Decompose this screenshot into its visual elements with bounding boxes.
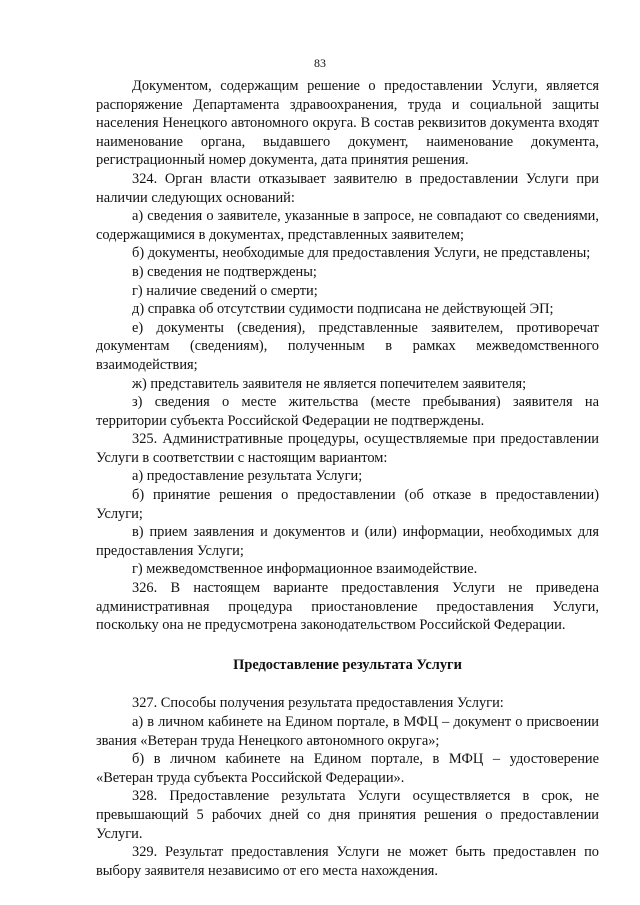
paragraph-328: 328. Предоставление результата Услуги осуществляется в срок, не превышающий 5 рабочих дней со дня принятия решения о предоставлении Услуги. xyxy=(96,788,599,842)
list-item-324-g: г) наличие сведений о смерти; xyxy=(132,282,318,299)
list-item-324-e: е) документы (сведения), представленные заявителем, противоречат документам (сведениям), полученным в рамках межведомственного взаимодействия; xyxy=(96,319,599,373)
list-item-325-b: б) принятие решения о предоставлении (об отказе в предоставлении) Услуги; xyxy=(96,487,599,522)
list-item-325-g: г) межведомственное информационное взаимодействие. xyxy=(132,561,478,578)
list-item-324-b: б) документы, необходимые для предоставления Услуги, не представлены; xyxy=(132,245,591,262)
page-number: 83 xyxy=(314,56,326,70)
list-item-327-b: б) в личном кабинете на Едином портале, в МФЦ – удостоверение «Ветеран труда субъекта Российской Федерации». xyxy=(96,751,599,786)
section-heading: Предоставление результата Услуги xyxy=(233,656,462,673)
paragraph-329: 329. Результат предоставления Услуги не может быть предоставлен по выбору заявителя независимо от его места нахождения. xyxy=(96,844,599,879)
document-body xyxy=(96,77,599,880)
paragraph-decision-document: Документом, содержащим решение о предоставлении Услуги, является распоряжение Департамента здравоохранения, труда и социальной защиты населения Ненецкого автономного округа. В состав реквизитов документа входят наименование органа, выдавшего документ, наименование документа, регистрационный номер документа, дата принятия решения. xyxy=(96,78,599,169)
paragraph-327: 327. Способы получения результата предоставления Услуги: xyxy=(132,695,504,712)
list-item-324-a: а) сведения о заявителе, указанные в запросе, не совпадают со сведениями, содержащимися в документах, представленных заявителем; xyxy=(96,208,599,243)
list-item-325-v: в) прием заявления и документов и (или) информации, необходимых для предоставления Услуги; xyxy=(96,524,599,559)
paragraph-324: 324. Орган власти отказывает заявителю в предоставлении Услуги при наличии следующих оснований: xyxy=(96,170,599,206)
list-item-324-zh: ж) представитель заявителя не является попечителем заявителя; xyxy=(132,375,527,392)
paragraph-325: 325. Административные процедуры, осуществляемые при предоставлении Услуги в соответствии с настоящим вариантом: xyxy=(96,431,599,466)
list-item-324-d: д) справка об отсутствии судимости подписана не действующей ЭП; xyxy=(132,301,554,318)
list-item-324-z: з) сведения о месте жительства (месте пребывания) заявителя на территории субъекта Российской Федерации не подтверждены. xyxy=(96,394,599,429)
list-item-327-a: а) в личном кабинете на Едином портале, в МФЦ – документ о присвоении звания «Ветеран труда Ненецкого автономного округа»; xyxy=(96,714,599,749)
list-item-325-a: а) предоставление результата Услуги; xyxy=(132,468,363,485)
list-item-324-v: в) сведения не подтверждены; xyxy=(132,263,317,280)
paragraph-326: 326. В настоящем варианте предоставления Услуги не приведена административная процедура приостановление предоставления Услуги, поскольку она не предусмотрена законодательством Российской Федерации. xyxy=(96,580,599,634)
